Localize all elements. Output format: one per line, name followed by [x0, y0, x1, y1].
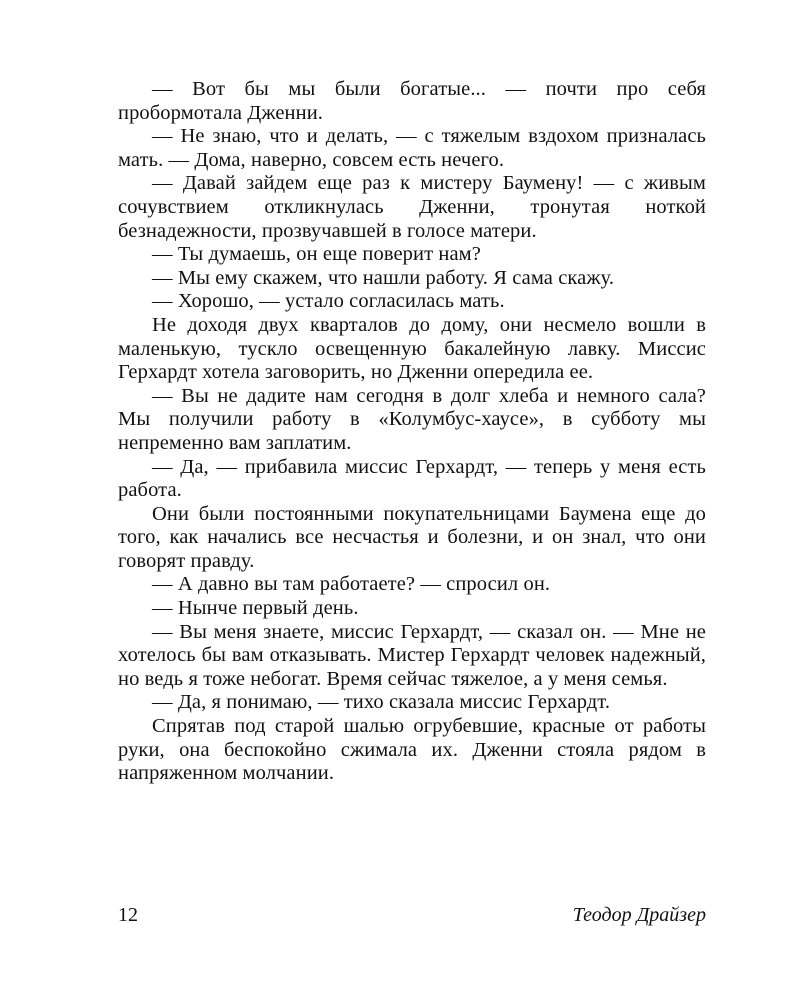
- paragraph: — Хорошо, — устало согласилась мать.: [152, 290, 505, 313]
- paragraph: — Вы меня знаете, миссис Герхардт, — сказал он. — Мне не хотелось бы вам отказывать. Мистер Герхардт человек надежный, но ведь я тоже небогат. Время сейчас тяжелое, а у меня семья.: [118, 620, 706, 690]
- paragraph: — Да, — прибавила миссис Герхардт, — теперь у меня есть работа.: [118, 455, 706, 502]
- paragraph: — Вот бы мы были богатые... — почти про себя пробормотала Дженни.: [118, 78, 706, 124]
- page-number: 12: [118, 904, 138, 926]
- paragraph: — Нынче первый день.: [152, 597, 359, 620]
- paragraph: Не доходя двух кварталов до дому, они несмело вошли в маленькую, тускло освещенную бакалейную лавку. Миссис Герхардт хотела заговорить, но Дженни опередила ее.: [118, 313, 706, 384]
- page-footer: [118, 904, 706, 927]
- paragraph: — Не знаю, что и делать, — с тяжелым вздохом призналась мать. — Дома, наверно, совсем есть нечего.: [118, 125, 706, 171]
- paragraph: Они были постоянными покупательницами Баумена еще до того, как начались все несчастья и болезни, и он знал, что они говорят правду.: [118, 502, 706, 572]
- paragraph: — А давно вы там работаете? — спросил он.: [152, 573, 551, 596]
- paragraph: — Вы не дадите нам сегодня в долг хлеба и немного сала? Мы получили работу в «Колумбус-хаусе», в субботу мы непременно вам заплатим.: [118, 384, 706, 454]
- paragraph: — Давай зайдем еще раз к мистеру Баумену! — с живым сочувствием откликнулась Дженни, тронутая ноткой безнадежности, прозвучавшей в голосе матери.: [118, 172, 706, 242]
- paragraph: — Да, я понимаю, — тихо сказала миссис Герхардт.: [152, 691, 611, 714]
- paragraph: — Ты думаешь, он еще поверит нам?: [152, 243, 481, 266]
- body-text: [118, 78, 706, 786]
- paragraph: Спрятав под старой шалью огрубевшие, красные от работы руки, она беспокойно сжимала их. Дженни стояла рядом в напряженном молчании.: [118, 715, 706, 785]
- running-author: Теодор Драйзер: [572, 904, 706, 926]
- paragraph: — Мы ему скажем, что нашли работу. Я сама скажу.: [152, 266, 615, 289]
